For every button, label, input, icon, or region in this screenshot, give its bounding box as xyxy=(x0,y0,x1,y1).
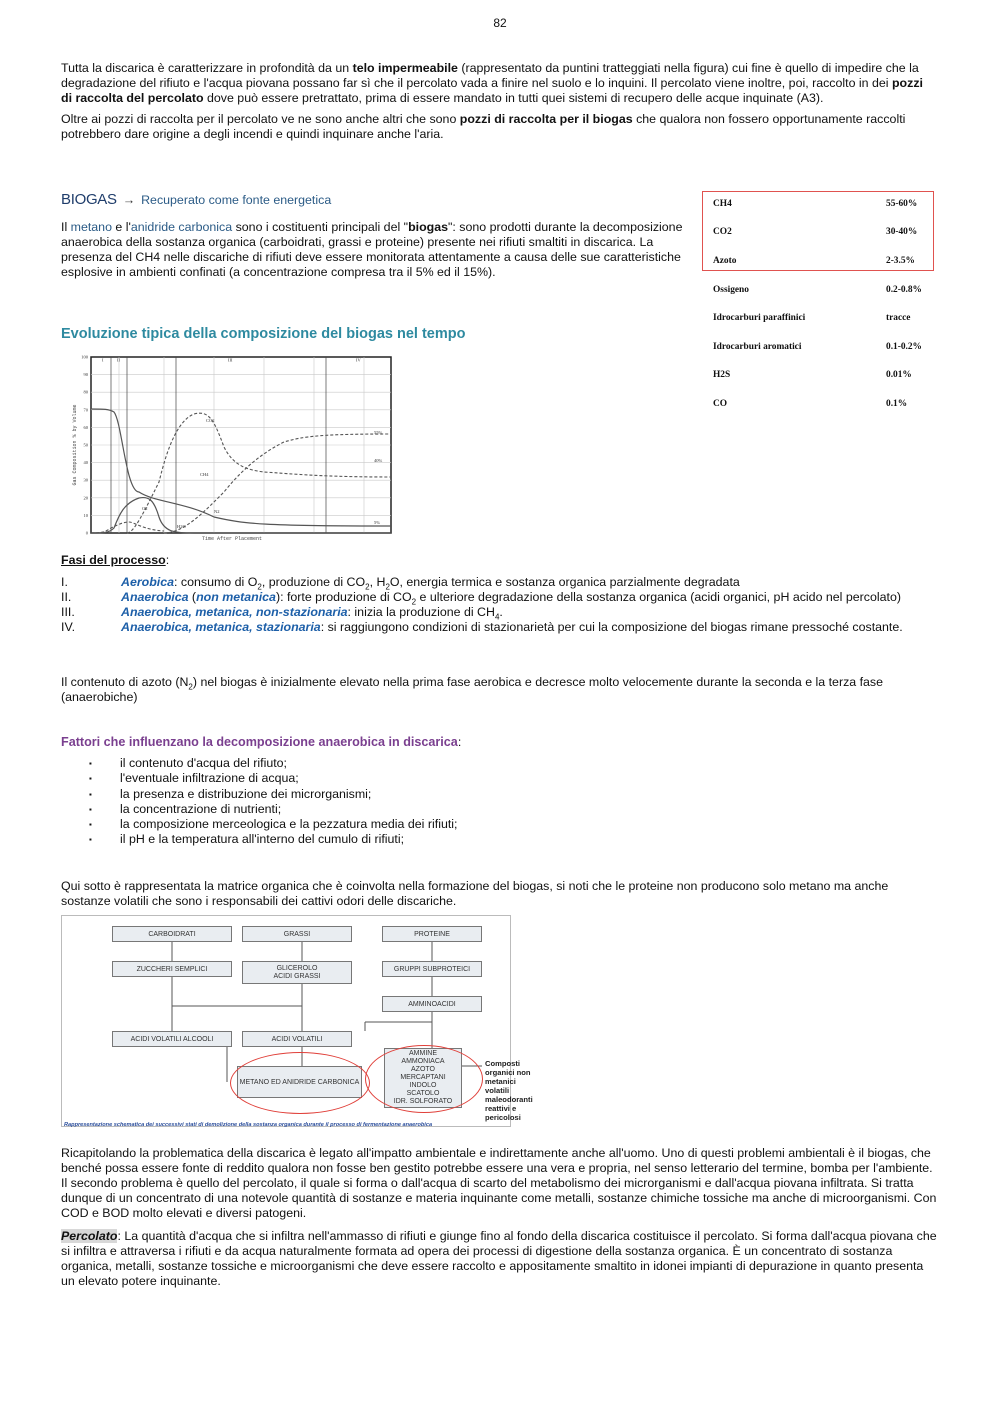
box-glicerolo xyxy=(242,961,352,984)
gas-value: 2-3.5% xyxy=(886,255,915,266)
composition-row xyxy=(713,276,922,305)
phase-label-2: II xyxy=(117,357,120,363)
subscript: 2 xyxy=(257,582,262,592)
fase-label: Anaerobica, metanica, stazionaria xyxy=(121,620,321,634)
fattore-text: la presenza e distribuzione dei microrganismi; xyxy=(120,786,372,801)
y-tick-label: 50 xyxy=(83,442,88,448)
o2-label: O2 xyxy=(142,506,148,511)
text: : xyxy=(165,553,170,567)
text: e ulteriore degradazione della sostanza organica (acidi organici, pH acido nel percolato) xyxy=(416,590,901,604)
composition-row xyxy=(713,362,922,391)
evolution-heading: Evoluzione tipica della composizione del biogas nel tempo xyxy=(61,326,466,342)
y-tick-label: 100 xyxy=(81,354,88,360)
fasi-list xyxy=(61,575,937,635)
text: : consumo di O xyxy=(174,575,258,589)
text: O, energia termica e sostanza organica parzialmente degradata xyxy=(389,575,740,589)
volatile-compound: INDOLO xyxy=(409,1082,437,1089)
composti-line: volatili xyxy=(485,1086,510,1095)
composition-table xyxy=(713,190,922,419)
bullet-icon: ▪ xyxy=(89,789,92,799)
bullet-icon: ▪ xyxy=(89,835,92,845)
biogas-heading-row xyxy=(61,192,331,208)
fasi-title-row xyxy=(61,553,169,568)
fase-item-3 xyxy=(61,605,937,620)
y-tick-label: 0 xyxy=(85,530,88,536)
fattore-item xyxy=(61,756,861,771)
gas-name: Idrocarburi aromatici xyxy=(713,341,802,352)
gas-value: 0.2-0.8% xyxy=(886,284,922,295)
anidride-term: anidride carbonica xyxy=(130,220,233,234)
text: ACIDI GRASSI xyxy=(273,972,321,980)
bold-text: pozzi di raccolta del percolato xyxy=(61,76,923,105)
composition-row xyxy=(713,190,922,219)
gas-value: 55-60% xyxy=(886,198,918,209)
gas-value: 0.01% xyxy=(886,370,912,381)
arrow-icon: → xyxy=(122,193,136,207)
ch4-label: CH4 xyxy=(200,472,209,477)
text: GLICEROLO xyxy=(276,964,318,972)
biogas-evolution-chart xyxy=(64,352,396,542)
fattore-text: il contenuto d'acqua del rifiuto; xyxy=(120,756,287,770)
y-tick-label: 40 xyxy=(83,460,88,466)
composition-row xyxy=(713,390,922,419)
highlight-circle-volatili xyxy=(365,1045,483,1113)
fase-label-2: non metanica xyxy=(196,590,276,604)
co2-label: CO2 xyxy=(206,418,215,423)
subscript: 4 xyxy=(494,612,500,622)
ricapitolando-paragraph: Ricapitolando la problematica della discarica è legato all'impatto ambientale e indirettamente anche all'uomo. Uno di questi problemi ambientali è il biogas, che benché possa essere fonte di reddito qualora non fosse ben gestito potrebbe essere una vera e propria, nel senso letterario del termine, bomba per l'ambiente. Il secondo problema è quello del percolato, il quale si forma o dall'acqua di scarto del metabolismo dei microrganismi e dall'acqua piovana infiltrata. Si tratta dunque di un concentrato di una notevole quantità di sostanze e materia inquinante come metalli, sostanze chimiche tossiche ma anche di microorganismi. Con COD e BOD molto elevati e diversi patogeni. xyxy=(61,1146,937,1220)
composti-line: pericolosi xyxy=(485,1113,521,1122)
gas-value: tracce xyxy=(886,313,911,324)
page-number: 82 xyxy=(493,16,507,30)
biogas-paragraph xyxy=(61,220,683,280)
phase-label-1: I xyxy=(102,357,104,363)
gas-value: 30-40% xyxy=(886,227,918,238)
intro-paragraph-1 xyxy=(61,61,937,106)
bullet-icon: ▪ xyxy=(89,820,92,830)
gas-name: Idrocarburi paraffinici xyxy=(713,313,806,324)
composition-table-grid xyxy=(713,190,922,419)
fattore-text: la composizione merceologica e la pezzatura media dei rifiuti; xyxy=(120,817,458,832)
text: che qualora non fossero opportunamente raccolti potrebbero dare origine a degli incendi e quindi inquinare anche l'aria. xyxy=(61,112,906,141)
fase-item-1 xyxy=(61,575,937,590)
text: sono i costituenti principali del " xyxy=(232,220,409,234)
box-carboidrati: CARBOIDRATI xyxy=(112,926,232,942)
matrice-diagram xyxy=(61,915,533,1128)
volatile-compound: AMMINE xyxy=(409,1050,437,1057)
box-grassi: GRASSI xyxy=(242,926,352,942)
subscript: 2 xyxy=(385,582,390,592)
composti-line: Composti xyxy=(485,1059,521,1068)
fase-item-2: II. Anaerobica (non metanica): forte produzione di $CO_2$ e ulteriore degradazione della sostanza organica (acidi organici, pH acido nel percolato) xyxy=(61,590,901,607)
diagram-caption: Rappresentazione schematica dei successivi stati di demolizione della sostanza organica durante il processo di fermentazione anaerobica xyxy=(64,1122,433,1128)
fase-number: II. xyxy=(61,590,72,604)
volatile-compound: IDR. SOLFORATO xyxy=(393,1098,453,1105)
text: Tutta la discarica è caratterizzare in profondità da un xyxy=(61,61,353,75)
percolato-label: Percolato xyxy=(61,1229,118,1243)
y-tick-label: 20 xyxy=(83,495,88,501)
composti-line: metanici xyxy=(485,1077,516,1086)
biogas-term: biogas xyxy=(408,220,448,234)
volatile-compound: AZOTO xyxy=(411,1066,435,1073)
azoto-paragraph xyxy=(61,675,937,705)
subscript: 2 xyxy=(365,582,370,592)
biogas-heading: BIOGAS xyxy=(61,191,117,208)
y-tick-label: 70 xyxy=(83,407,88,413)
gas-value: 0.1% xyxy=(886,398,908,409)
bullet-icon: ▪ xyxy=(89,759,92,768)
composti-line: maleodoranti xyxy=(485,1095,533,1104)
text: : La quantità d'acqua che si infiltra nell'ammasso di rifiuti e giunge fino al fondo della discarica costituisce il percolato. Si forma dall'acqua piovana che si infiltra e attraversa i rifiuti e da acqua naturalmente formata ad opera dei processi di digestione della sostanza organica. È un concentrato di sostanza organica, metalli, sostanze tossiche e microorganismi che deve essere raccolto e appositamente smaltito in idonei impianti di depurazione in quanto presenta un elevato potere inquinante. xyxy=(61,1229,937,1288)
gas-name: CO xyxy=(713,398,728,409)
fattori-list xyxy=(61,756,861,848)
box-proteine: PROTEINE xyxy=(382,926,482,942)
box-metano: METANO ED ANIDRIDE CARBONICA xyxy=(237,1066,362,1098)
box-amminoacidi: AMMINOACIDI xyxy=(382,996,482,1012)
percolato-paragraph xyxy=(61,1229,937,1289)
y-tick-label: 90 xyxy=(83,372,88,378)
n2-label: N2 xyxy=(214,509,220,514)
y-tick-label: 10 xyxy=(83,512,88,518)
y-tick-label: 80 xyxy=(83,389,88,395)
fattore-item xyxy=(61,817,861,832)
box-acidi-alcooli: ACIDI VOLATILI ALCOOLI xyxy=(112,1031,232,1047)
text: Il contenuto di azoto (N xyxy=(61,675,189,689)
bold-text: telo impermeabile xyxy=(352,61,458,75)
fattore-item xyxy=(61,787,861,802)
fattore-item xyxy=(61,802,861,817)
subscript: 2 xyxy=(188,682,193,692)
text: e l' xyxy=(111,220,131,234)
phase-label-3: III xyxy=(228,357,233,363)
text: (rappresentato da puntini tratteggiati nella figura) cui fine è quello di impedire che la degradazione del rifiuto e l'acqua piovana possano far sì che il percolato vada a finire nel suolo e lo inquini. Il percolato viene inoltre, poi, raccolto in dei xyxy=(61,61,919,90)
text: , H xyxy=(369,575,386,589)
composti-label xyxy=(485,1059,533,1122)
bullet-icon: ▪ xyxy=(89,774,92,784)
fattori-heading-row xyxy=(61,735,461,750)
metano-term: metano xyxy=(70,220,112,234)
text: Oltre ai pozzi di raccolta per il percolato ve ne sono anche altri che sono xyxy=(61,112,460,126)
fasi-title: Fasi del processo xyxy=(61,553,166,567)
box-zuccheri: ZUCCHERI SEMPLICI xyxy=(112,961,232,977)
composition-row xyxy=(713,304,922,333)
biogas-subheading: Recuperato come fonte energetica xyxy=(141,193,332,207)
h2o-label: H2O xyxy=(177,524,186,529)
matrice-paragraph: Qui sotto è rappresentata la matrice organica che è coinvolta nella formazione del biogas, si noti che le proteine non producono solo metano ma anche sostanze volatili che sono i responsabili dei cattivi odori delle discariche. xyxy=(61,879,889,908)
text: Il xyxy=(61,220,71,234)
composition-row xyxy=(713,333,922,362)
gas-name: Azoto xyxy=(713,255,737,266)
fattori-heading: Fattori che influenzano la decomposizione anaerobica in discarica xyxy=(61,735,458,749)
composti-line: organici non xyxy=(485,1068,531,1077)
gas-name: H2S xyxy=(713,370,731,381)
highlight-circle-metano xyxy=(230,1052,370,1114)
gas-name: CO2 xyxy=(713,227,732,238)
text: . xyxy=(499,605,503,619)
phase-label-4: IV xyxy=(356,357,361,363)
intro-paragraph-2 xyxy=(61,112,937,142)
fase-number: I. xyxy=(61,575,68,589)
volatile-compound: AMMONIACA xyxy=(401,1058,445,1065)
y-axis-label: Gas Composition % by Volume xyxy=(72,404,78,486)
fase-label: Anaerobica xyxy=(121,590,189,604)
fase-item-4 xyxy=(61,620,937,635)
intro-section xyxy=(61,61,937,142)
pct-55-label: 55% xyxy=(374,430,383,435)
volatile-compound: SCATOLO xyxy=(406,1090,440,1097)
bullet-icon: ▪ xyxy=(89,804,92,814)
fattore-text: il pH e la temperatura all'interno del cumulo di rifiuti; xyxy=(120,832,405,847)
y-tick-label: 60 xyxy=(83,424,88,430)
pct-5-label: 5% xyxy=(374,520,380,525)
fase-label: Anaerobica, metanica, non-stazionaria xyxy=(121,605,348,619)
bold-text: pozzi di raccolta per il biogas xyxy=(459,112,633,126)
fase-label: Aerobica xyxy=(121,575,175,589)
box-acidi-volatili: ACIDI VOLATILI xyxy=(242,1031,352,1047)
composition-row xyxy=(713,247,922,276)
text: : si raggiungono condizioni di stazionarietà per cui la composizione del biogas rimane pressoché costante. xyxy=(320,620,903,634)
text: , produzione di CO xyxy=(261,575,366,589)
subscript: 2 xyxy=(411,597,417,607)
volatile-compound: MERCAPTANI xyxy=(400,1074,446,1081)
fattore-item xyxy=(61,771,861,786)
fattore-text: l'eventuale infiltrazione di acqua; xyxy=(120,771,299,786)
y-tick-labels xyxy=(81,355,89,536)
text: ) nel biogas è inizialmente elevato nella prima fase aerobica e decresce molto velocemente durante la seconda e la terza fase (anaerobiche) xyxy=(61,675,884,704)
gas-value: 0.1-0.2% xyxy=(886,341,922,352)
text: ): forte produzione di CO xyxy=(275,590,412,604)
text: : inizia la produzione di CH xyxy=(347,605,495,619)
x-axis-label: Time After Placement xyxy=(201,536,263,542)
gas-name: CH4 xyxy=(713,198,732,209)
composition-row xyxy=(713,219,922,248)
text: ": sono prodotti durante la decomposizione anaerobica della sostanza organica (carboidrati, grassi e proteine) presente nei rifiuti smaltiti in discarica. La presenza del CH4 nelle discariche di rifiuti deve essere monitorata attentamente a causa delle sue caratteristiche esplosive in ambienti confinati (a concentrazione compresa tra il 5% ed il 15%). xyxy=(61,220,683,279)
y-tick-label: 30 xyxy=(83,477,88,483)
fase-number: IV. xyxy=(61,620,76,634)
text: dove può essere pretrattato, prima di essere mandato in tutti quei sistemi di recupero delle acque inquinate (A3). xyxy=(203,91,824,105)
fattore-text: la concentrazione di nutrienti; xyxy=(120,801,282,816)
box-gruppi: GRUPPI SUBPROTEICI xyxy=(382,961,482,977)
fase-number: III. xyxy=(61,605,75,619)
fattore-item xyxy=(61,832,861,847)
gas-name: Ossigeno xyxy=(713,284,749,295)
composti-line: reattivi e xyxy=(485,1104,517,1113)
pct-40-label: 40% xyxy=(374,458,383,463)
text: : xyxy=(457,735,462,749)
